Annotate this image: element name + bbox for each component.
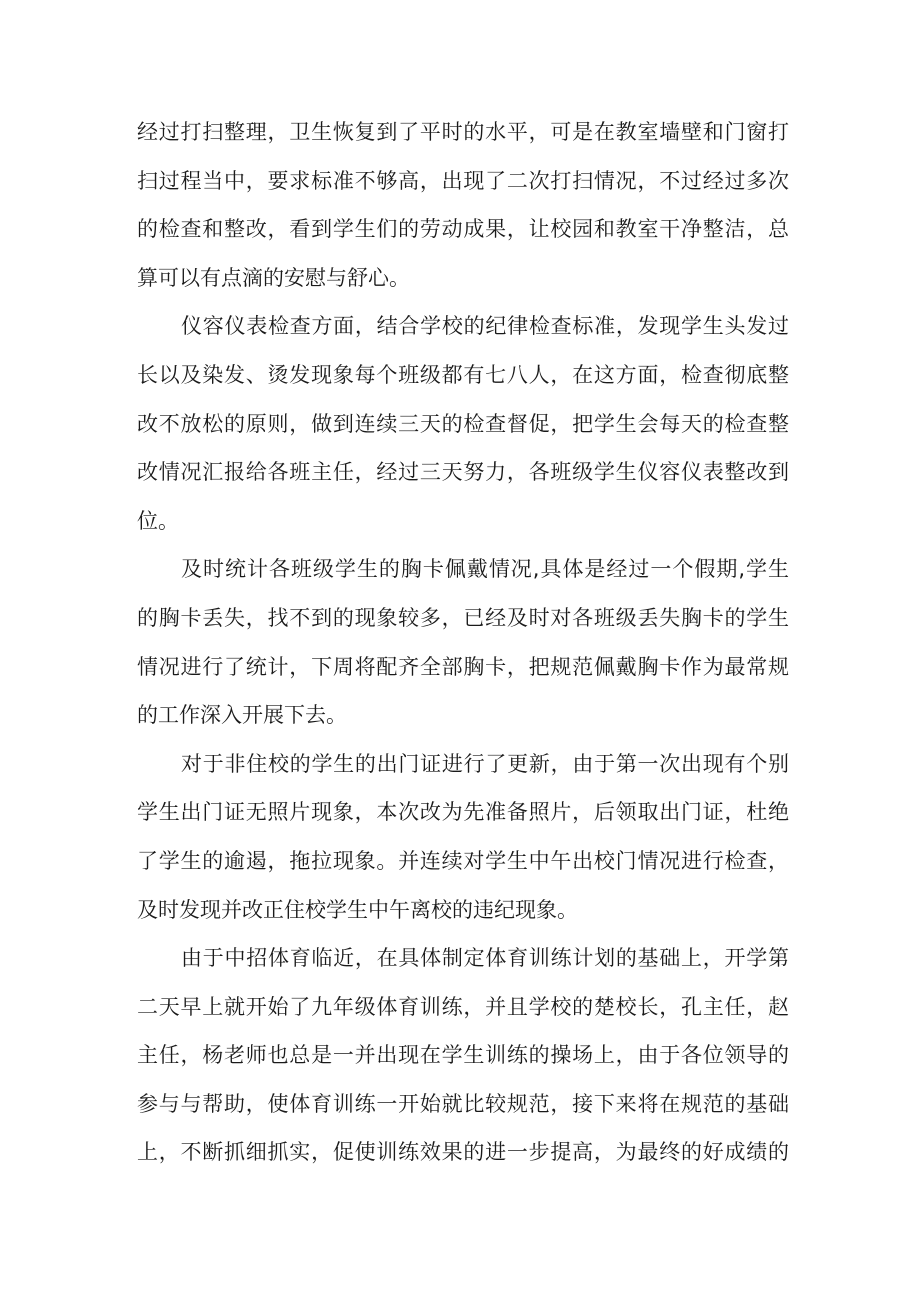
document-body bbox=[137, 108, 789, 1177]
text-line: 对于非住校的学生的出门证进行了更新，由于第一次出现有个别 bbox=[181, 751, 789, 776]
text-line: 的工作深入开展下去。 bbox=[137, 703, 347, 728]
text-line: 扫过程当中，要求标准不够高，出现了二次打扫情况，不过经过多次 bbox=[137, 168, 789, 193]
text-line: 的胸卡丢失，找不到的现象较多，已经及时对各班级丢失胸卡的学生 bbox=[137, 605, 789, 630]
text-line: 及时发现并改正住校学生中午离校的违纪现象。 bbox=[137, 897, 578, 922]
text-line: 主任，杨老师也总是一并出现在学生训练的操场上，由于各位领导的 bbox=[137, 1043, 789, 1068]
text-line: 及时统计各班级学生的胸卡佩戴情况,具体是经过一个假期,学生 bbox=[181, 557, 789, 582]
paragraph-4 bbox=[137, 740, 789, 934]
text-line: 改不放松的原则，做到连续三天的检查督促，把学生会每天的检查整 bbox=[137, 411, 789, 436]
text-line: 长以及染发、烫发现象每个班级都有七八人，在这方面，检查彻底整 bbox=[137, 362, 789, 387]
paragraph-3 bbox=[137, 545, 789, 739]
text-line: 算可以有点滴的安慰与舒心。 bbox=[137, 265, 410, 290]
text-line: 的检查和整改，看到学生们的劳动成果，让校园和教室干净整洁，总 bbox=[137, 217, 789, 242]
text-line: 仪容仪表检查方面，结合学校的纪律检查标准，发现学生头发过 bbox=[181, 314, 789, 339]
text-line: 改情况汇报给各班主任，经过三天努力，各班级学生仪容仪表整改到 bbox=[137, 460, 789, 485]
text-line: 经过打扫整理，卫生恢复到了平时的水平，可是在教室墙壁和门窗打 bbox=[137, 120, 789, 144]
text-line: 二天早上就开始了九年级体育训练，并且学校的楚校长，孔主任，赵 bbox=[137, 994, 789, 1019]
text-line: 了学生的逾遏，拖拉现象。并连续对学生中午出校门情况进行检查， bbox=[137, 848, 789, 873]
paragraph-5 bbox=[137, 934, 789, 1177]
paragraph-2 bbox=[137, 302, 789, 545]
paragraph-1 bbox=[137, 108, 789, 302]
text-line: 情况进行了统计，下周将配齐全部胸卡，把规范佩戴胸卡作为最常规 bbox=[137, 654, 789, 679]
text-line: 学生出门证无照片现象，本次改为先准备照片，后领取出门证，杜绝 bbox=[137, 800, 789, 825]
text-line: 上，不断抓细抓实，促使训练效果的进一步提高，为最终的好成绩的 bbox=[137, 1140, 789, 1165]
text-line: 由于中招体育临近，在具体制定体育训练计划的基础上，开学第 bbox=[181, 946, 789, 971]
text-line: 位。 bbox=[137, 508, 179, 533]
text-line: 参与与帮助，使体育训练一开始就比较规范，接下来将在规范的基础 bbox=[137, 1091, 789, 1116]
